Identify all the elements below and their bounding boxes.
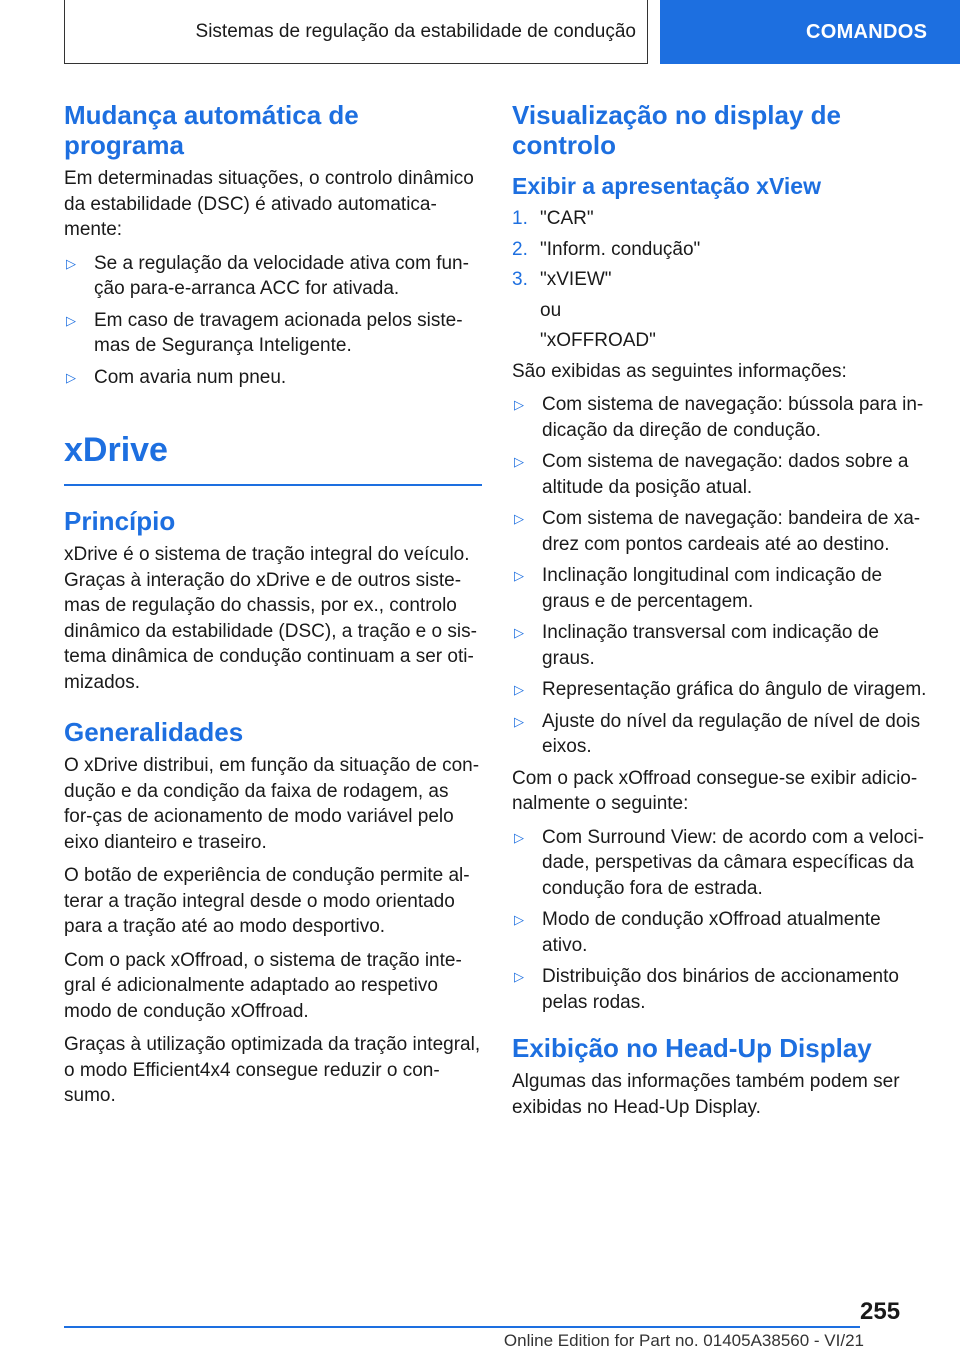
triangle-bullet-icon: ▷ [514, 912, 524, 927]
triangle-bullet-icon: ▷ [66, 369, 76, 385]
paragraph: O botão de experiência de condução permite al-terar a tração integral desde o modo orientado para a tração até ao modo desportivo. [64, 865, 470, 937]
list-item [512, 620, 928, 671]
bullet-list [64, 251, 482, 391]
list-item [512, 964, 928, 1015]
list-item [64, 308, 482, 359]
triangle-bullet-icon: ▷ [514, 969, 524, 984]
triangle-bullet-icon: ▷ [514, 682, 524, 697]
chapter-title: Sistemas de regulação da estabilidade de condução [195, 21, 636, 42]
paragraph: Em determinadas situações, o controlo dinâmico da estabilidade (DSC) é ativado automatica-mente: [64, 168, 474, 240]
list-item [512, 392, 928, 443]
bullet-list [512, 392, 928, 760]
step-number: 2. [512, 238, 528, 260]
footer-divider [64, 1326, 860, 1328]
list-item-text: Em caso de travagem acionada pelos siste-mas de Segurança Inteligente. [94, 309, 463, 356]
step-text: "xVIEW" [540, 269, 612, 290]
heading-control-display: Visualização no display de controlo [512, 100, 841, 160]
triangle-bullet-icon: ▷ [514, 829, 524, 845]
step-item [512, 206, 928, 232]
section-divider [64, 484, 482, 486]
step-number: 1. [512, 208, 528, 229]
heading-principle: Princípio [64, 506, 176, 536]
list-item-text: Com avaria num pneu. [94, 366, 287, 388]
list-item-text: Modo de condução xOffroad atualmente ativo. [542, 909, 881, 956]
list-item [512, 563, 928, 614]
triangle-bullet-icon: ▷ [514, 511, 524, 526]
list-item [64, 365, 482, 391]
heading-general: Generalidades [64, 717, 244, 747]
list-item-text: Com Surround View: de acordo com a veloci-dade, perspetivas da câmara específicas da condução fora de estrada. [542, 826, 924, 899]
list-item [512, 449, 928, 500]
right-column [512, 100, 928, 1128]
step-item [512, 237, 928, 263]
list-item [512, 709, 928, 760]
step-item [512, 267, 928, 293]
triangle-bullet-icon: ▷ [514, 568, 524, 583]
section-tab[interactable]: COMANDOS [660, 0, 960, 64]
step-number: 3. [512, 269, 528, 290]
list-item-text: Com sistema de navegação: dados sobre a altitude da posição atual. [542, 451, 909, 498]
list-item-text: Com sistema de navegação: bússola para in-dicação da direção de condução. [542, 394, 924, 441]
step-text: "Inform. condução" [540, 238, 701, 260]
triangle-bullet-icon: ▷ [66, 255, 76, 271]
paragraph: Com o pack xOffroad consegue-se exibir adicio-nalmente o seguinte: [512, 767, 918, 814]
list-item-text: Distribuição dos binários de accionamento pelas rodas. [542, 966, 899, 1013]
list-item-text: Inclinação transversal com indicação de graus. [542, 622, 879, 669]
step-alt: "xOFFROAD" [540, 330, 656, 351]
triangle-bullet-icon: ▷ [514, 625, 524, 640]
paragraph: Graças à utilização optimizada da tração integral, o modo Efficient4x4 consegue reduzir o con-sumo. [64, 1034, 481, 1106]
heading-xview: Exibir a apresentação xView [512, 173, 821, 199]
paragraph: xDrive é o sistema de tração integral do veículo. Graças à interação do xDrive e de outros siste-mas de regulação do chassis, por ex., controlo dinâmico da estabilidade (DSC), a tração e o sis-tema dinâmica de condução continuam a ser oti-mizados. [64, 544, 477, 693]
list-item [512, 677, 928, 703]
bullet-list [512, 825, 928, 1016]
heading-program-change: Mudança automática de programa [64, 100, 359, 160]
footer-edition: Online Edition for Part no. 01405A38560 - VI/21 [503, 1331, 864, 1350]
paragraph: Com o pack xOffroad, o sistema de tração inte-gral é adicionalmente adaptado ao respetivo modo de condução xOffroad. [64, 949, 462, 1022]
triangle-bullet-icon: ▷ [514, 713, 524, 729]
heading-xdrive: xDrive [64, 431, 168, 469]
step-list [512, 206, 928, 293]
list-item [512, 907, 928, 958]
list-item-text: Representação gráfica do ângulo de viragem. [542, 679, 927, 700]
list-item-text: Ajuste do nível da regulação de nível de dois eixos. [542, 710, 921, 757]
paragraph: São exibidas as seguintes informações: [512, 360, 847, 382]
list-item-text: Se a regulação da velocidade ativa com fun-ção para-e-arranca ACC for ativada. [94, 252, 469, 299]
list-item [512, 825, 928, 902]
page-number: 255 [860, 1298, 901, 1325]
left-column [64, 100, 482, 1117]
step-text: "CAR" [540, 208, 594, 229]
list-item-text: Inclinação longitudinal com indicação de graus e de percentagem. [542, 565, 883, 612]
triangle-bullet-icon: ▷ [514, 454, 524, 469]
list-item-text: Com sistema de navegação: bandeira de xa-drez com pontos cardeais até ao destino. [542, 508, 921, 555]
triangle-bullet-icon: ▷ [66, 312, 76, 328]
triangle-bullet-icon: ▷ [514, 397, 524, 412]
paragraph: O xDrive distribui, em função da situação de con-dução e da condição da faixa de rodagem, as for-ças de acionamento de modo variável pelo eixo dianteiro e traseiro. [64, 755, 480, 853]
step-or: ou [540, 299, 562, 321]
list-item [512, 506, 928, 557]
list-item [64, 251, 482, 302]
heading-head-up-display: Exibição no Head-Up Display [512, 1033, 872, 1063]
paragraph: Algumas das informações também podem ser exibidas no Head-Up Display. [512, 1071, 900, 1118]
